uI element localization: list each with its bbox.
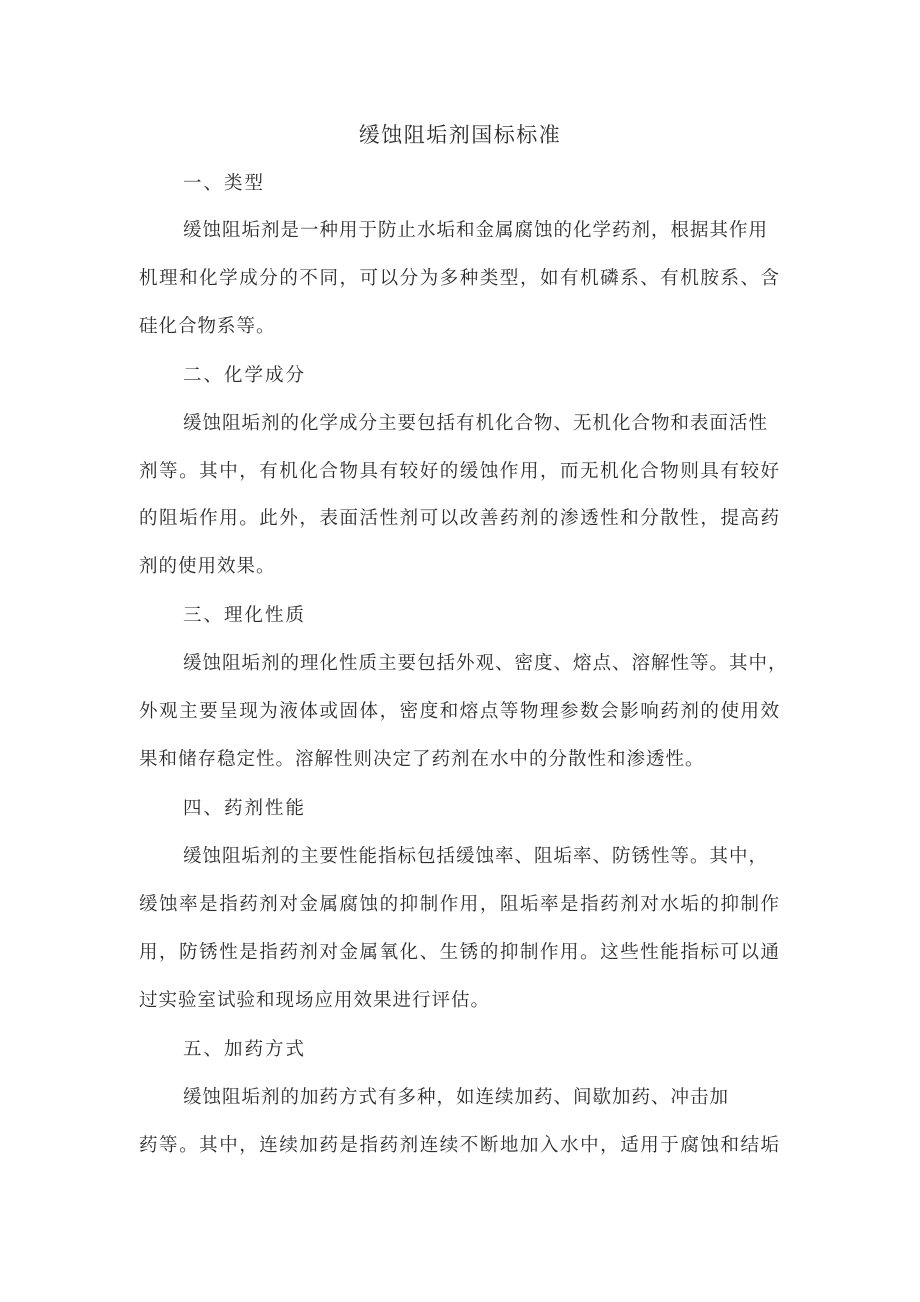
paragraph-line: 用，防锈性是指药剂对金属氧化、生锈的抑制作用。这些性能指标可以通 <box>139 942 781 963</box>
section-heading-agent-performance: 四、药剂性能 <box>183 798 307 819</box>
paragraph-line: 缓蚀阻垢剂的加药方式有多种，如连续加药、间歇加药、冲击加 <box>183 1087 730 1108</box>
paragraph-line: 剂等。其中，有机化合物具有较好的缓蚀作用，而无机化合物则具有较好 <box>139 461 781 482</box>
document-title: 缓蚀阻垢剂国标标准 <box>358 123 562 147</box>
paragraph-line: 果和储存稳定性。溶解性则决定了药剂在水中的分散性和渗透性。 <box>139 749 705 770</box>
paragraph-line: 缓蚀阻垢剂是一种用于防止水垢和金属腐蚀的化学药剂，根据其作用 <box>183 220 769 241</box>
section-heading-dosing-method: 五、加药方式 <box>183 1039 307 1060</box>
paragraph-line: 外观主要呈现为液体或固体，密度和熔点等物理参数会影响药剂的使用效 <box>139 701 781 722</box>
paragraph-line: 缓蚀阻垢剂的主要性能指标包括缓蚀率、阻垢率、防锈性等。其中， <box>183 846 769 867</box>
paragraph-line: 缓蚀阻垢剂的理化性质主要包括外观、密度、熔点、溶解性等。其中， <box>183 653 788 674</box>
section-heading-type: 一、类型 <box>183 173 266 194</box>
paragraph-line: 缓蚀率是指药剂对金属腐蚀的抑制作用，阻垢率是指药剂对水垢的抑制作 <box>139 894 781 915</box>
paragraph-line: 剂的使用效果。 <box>139 556 276 577</box>
paragraph-line: 过实验室试验和现场应用效果进行评估。 <box>139 990 491 1011</box>
paragraph-line: 药等。其中，连续加药是指药剂连续不断地加入水中，适用于腐蚀和结垢 <box>139 1135 781 1156</box>
paragraph-line: 机理和化学成分的不同，可以分为多种类型，如有机磷系、有机胺系、含 <box>139 268 781 289</box>
section-heading-chemical-composition: 二、化学成分 <box>183 365 307 386</box>
paragraph-line: 的阻垢作用。此外，表面活性剂可以改善药剂的渗透性和分散性，提高药 <box>139 508 781 529</box>
section-heading-physicochemical-properties: 三、理化性质 <box>183 605 307 626</box>
paragraph-line: 硅化合物系等。 <box>139 316 276 337</box>
paragraph-line: 缓蚀阻垢剂的化学成分主要包括有机化合物、无机化合物和表面活性 <box>183 413 769 434</box>
